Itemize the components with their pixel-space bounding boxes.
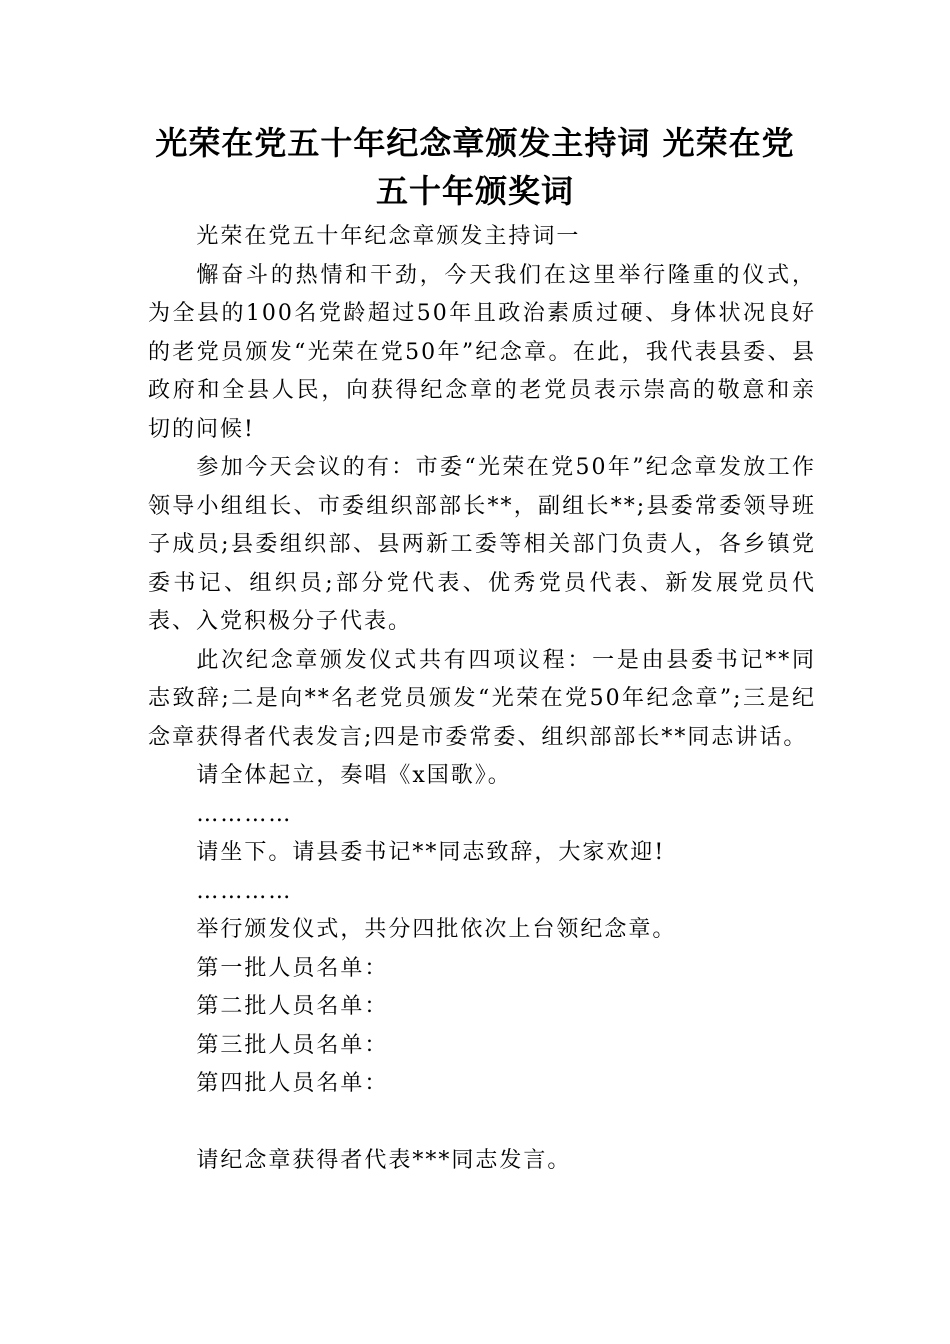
paragraph-speech-invite: 请坐下。请县委书记**同志致辞，大家欢迎! [196,840,666,865]
list-item: 第二批人员名单： [196,994,389,1019]
list-item: 第四批人员名单： [196,1071,389,1096]
paragraph-opening: 懈奋斗的热情和干劲，今天我们在这里举行隆重的仪式，为全县的100名党龄超过50年且政治素质过硬、身体状况良好的老党员颁发“光荣在党50年”纪念章。在此，我代表县委、县政府和全县人民，向获得纪念章的老党员表示崇高的敬意和亲切的问候! [148,262,816,442]
paragraph-ellipsis: ………… [196,801,293,827]
list-item: 第三批人员名单： [196,1032,389,1058]
paragraph-ceremony: 举行颁发仪式，共分四批依次上台领纪念章。 [196,917,677,942]
paragraph-representative-speech: 请纪念章获得者代表***同志发言。 [196,1148,572,1173]
document-title-line-1: 光荣在党五十年纪念章颁发主持词 光荣在党 [155,124,795,162]
paragraph-attendees: 参加今天会议的有：市委“光荣在党50年”纪念章发放工作领导小组组长、市委组织部部长**，副组长**;县委常委领导班子成员;县委组织部、县两新工委等相关部门负责人，各乡镇党委书记、组织员;部分党代表、优秀党员代表、新发展党员代表、入党积极分子代表。 [148,455,816,634]
list-item: 第一批人员名单： [196,955,389,981]
document-body [148,218,816,1181]
paragraph-anthem: 请全体起立，奏唱《x国歌》。 [196,763,512,788]
document-title-line-2: 五十年颁奖词 [375,172,574,210]
paragraph-subtitle: 光荣在党五十年纪念章颁发主持词一 [196,224,581,249]
paragraph-agenda: 此次纪念章颁发仪式共有四项议程：一是由县委书记**同志致辞;二是向**名老党员颁发“光荣在党50年纪念章”;三是纪念章获得者代表发言;四是市委常委、组织部部长**同志讲话。 [148,647,816,750]
blank-line [148,1104,816,1143]
paragraph-ellipsis: ………… [196,878,293,904]
